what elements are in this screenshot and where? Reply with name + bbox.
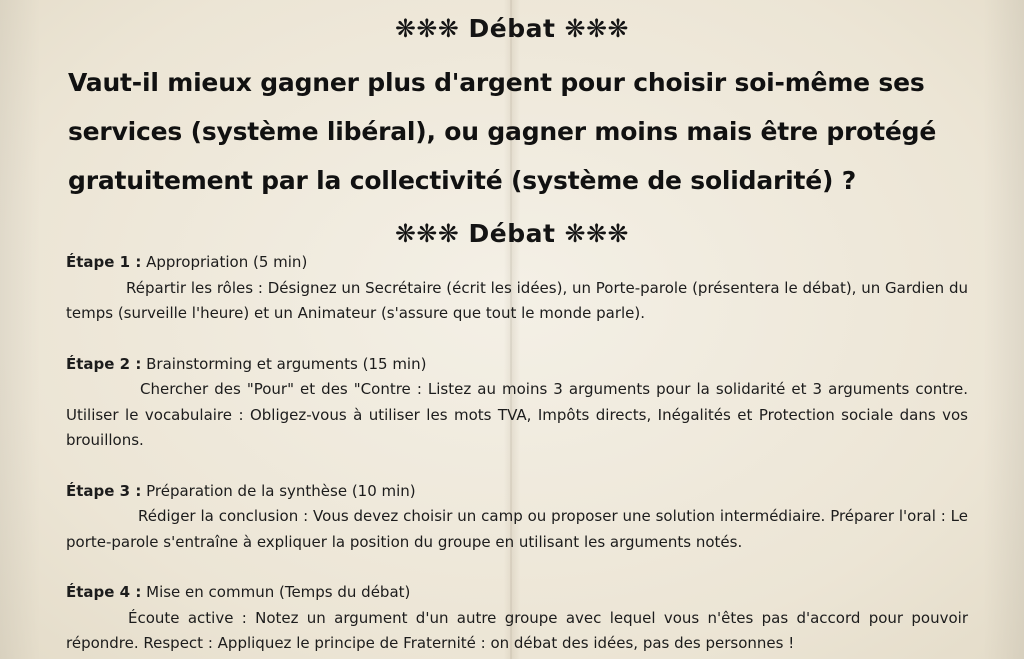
step-4-heading	[66, 580, 968, 606]
step-3-heading	[66, 479, 968, 505]
step-3	[66, 479, 968, 556]
step-1-heading	[66, 250, 968, 276]
step-1-body: Répartir les rôles : Désignez un Secrétaire (écrit les idées), un Porte-parole (présentera le débat), un Gardien du temps (surveille l'heure) et un Animateur (s'assure que tout le monde parle).	[66, 278, 968, 322]
step-2-title: Brainstorming et arguments (15 min)	[146, 354, 427, 373]
step-4-label: Étape 4 :	[66, 583, 142, 601]
step-2-heading	[66, 352, 968, 378]
step-1-label: Étape 1 :	[66, 253, 142, 271]
step-2	[66, 352, 968, 454]
debate-banner-middle: ❋❋❋ Débat ❋❋❋	[394, 219, 629, 248]
step-3-title: Préparation de la synthèse (10 min)	[146, 481, 416, 500]
step-3-body: Rédiger la conclusion : Vous devez choisir un camp ou proposer une solution intermédiaire. Préparer l'oral : Le porte-parole s'entraîne à expliquer la position du groupe en utilisant les arguments notés.	[66, 507, 968, 551]
debate-banner-top: ❋❋❋ Débat ❋❋❋	[394, 14, 629, 43]
step-1	[66, 250, 968, 327]
step-2-label: Étape 2 :	[66, 354, 142, 373]
step-4	[66, 580, 968, 657]
step-3-label: Étape 3 :	[66, 481, 142, 500]
debate-question: Vaut-il mieux gagner plus d'argent pour choisir soi-même ses services (système libéral), ou gagner moins mais être protégé gratuitement par la collectivité (système de solidarité) ?	[68, 68, 937, 195]
step-4-title: Mise en commun (Temps du débat)	[146, 583, 411, 601]
step-2-body: Chercher des "Pour" et des "Contre : Listez au moins 3 arguments pour la solidarité et 3 arguments contre. Utiliser le vocabulaire : Obligez-vous à utiliser les mots TVA, Impôts directs, Inégalités et Protection sociale dans vos brouillons.	[66, 380, 968, 449]
steps-list	[66, 250, 968, 659]
step-4-body: Écoute active : Notez un argument d'un autre groupe avec lequel vous n'êtes pas d'accord pour pouvoir répondre. Respect : Appliquez le principe de Fraternité : on débat des idées, pas des personnes !	[66, 608, 968, 652]
step-1-title: Appropriation (5 min)	[146, 253, 308, 271]
